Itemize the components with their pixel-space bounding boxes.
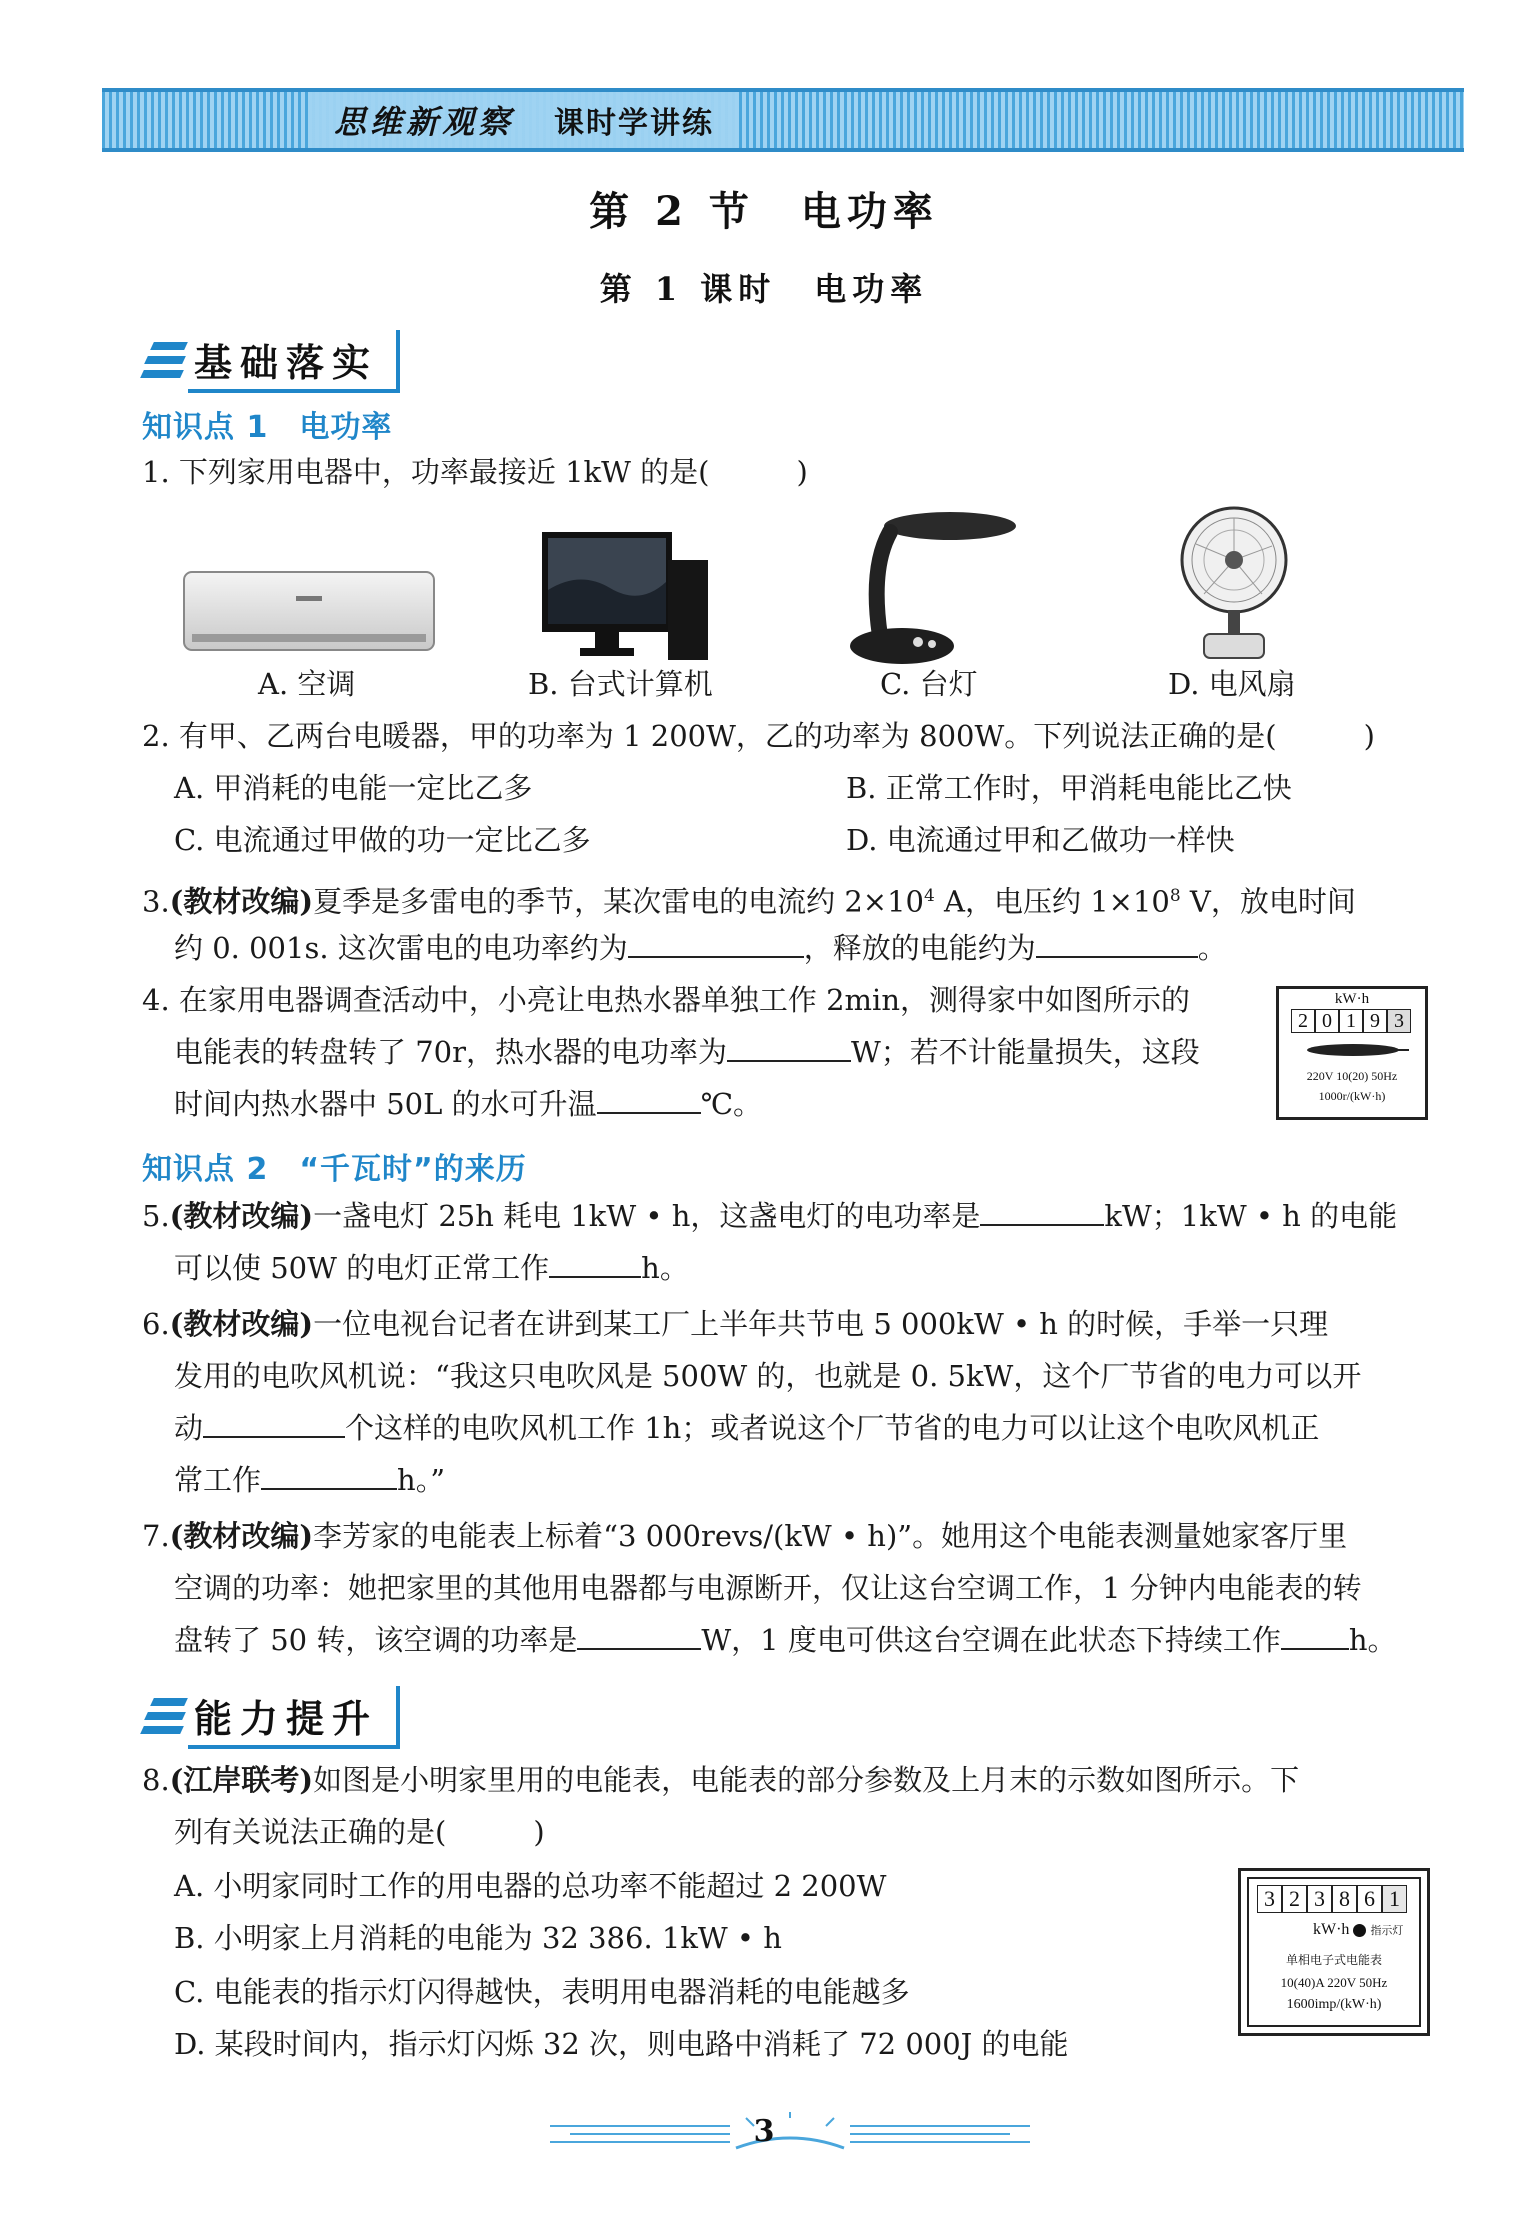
q3-blank-energy[interactable] [1036, 930, 1198, 958]
q8-meter-spec1: 10(40)A 220V 50Hz [1280, 1975, 1388, 1990]
q8-meter-digits: 3 2 3 8 6 1 [1257, 1885, 1407, 1913]
q2-stem: 2. 有甲、乙两台电暖器，甲的功率为 1 200W，乙的功率为 800W。下列说法正确的是( ) [142, 719, 1375, 753]
book-title: 课时学讲练 [554, 106, 715, 141]
q6-line2: 发用的电吹风机说：“我这只电吹风是 500W 的，也就是 0. 5kW，这个厂节省的电力可以开 [174, 1359, 1362, 1393]
indicator-light-icon [1353, 1924, 1366, 1937]
q4-blank-temperature[interactable] [597, 1086, 701, 1114]
q2-option-d: D. 电流通过甲和乙做功一样快 [846, 823, 1235, 857]
q6-line4: 常工作 h。” [174, 1463, 446, 1497]
q4-line1: 4. 在家用电器调查活动中，小亮让电热水器单独工作 2min，测得家中如图所示的 [142, 983, 1191, 1017]
section-heading-text: 能力提升 [188, 1686, 400, 1749]
q4-line3: 时间内热水器中 50L 的水可升温 ℃。 [174, 1087, 763, 1121]
q6-blank-time[interactable] [261, 1462, 397, 1490]
q8-meter-spec2: 1600imp/(kW·h) [1286, 1997, 1382, 2012]
q4-line2: 电能表的转盘转了 70r，热水器的电功率为 W；若不计能量损失，这段 [174, 1035, 1200, 1069]
q6-blank-count[interactable] [203, 1410, 345, 1438]
lesson-title: 第 1 课时 电功率 [599, 270, 929, 308]
q8-energy-meter [1238, 1868, 1430, 2036]
q1-option-d: D. 电风扇 [1168, 667, 1296, 701]
q7-line3: 盘转了 50 转，该空调的功率是 W，1 度电可供这台空调在此状态下持续工作 h。 [174, 1623, 1397, 1657]
desk-lamp-image [840, 508, 1020, 668]
q4-meter-spec2: 1000r/(kW·h) [1318, 1089, 1386, 1103]
desktop-computer-image [540, 530, 710, 666]
q5-blank-time[interactable] [549, 1250, 641, 1278]
q8-option-d: D. 某段时间内，指示灯闪烁 32 次，则电路中消耗了 72 000J 的电能 [174, 2027, 1069, 2061]
q3-source-tag: (教材改编) [169, 884, 314, 919]
knowledge-point-2: 知识点 2 “千瓦时”的来历 [142, 1152, 527, 1187]
q6-line3: 动 个这样的电吹风机工作 1h；或者说这个厂节省的电力可以让这个电吹风机正 [174, 1411, 1320, 1445]
section-heading-basic [142, 330, 400, 392]
q1-stem: 1. 下列家用电器中，功率最接近 1kW 的是( ) [142, 455, 808, 489]
q7-line1: 7.(教材改编)李芳家的电能表上标着“3 000revs/(kW • h)”。她用这个电能表测量她家客厅里 [142, 1519, 1348, 1553]
q5-line2: 可以使 50W 的电灯正常工作 h。 [174, 1251, 689, 1285]
q4-energy-meter [1276, 986, 1428, 1120]
q8-option-c: C. 电能表的指示灯闪得越快，表明用电器消耗的电能越多 [174, 1975, 910, 2009]
section-bars-icon [142, 336, 188, 386]
q1-option-c: C. 台灯 [880, 667, 978, 701]
q4-meter-digits: 2 0 1 9 3 [1291, 1009, 1411, 1033]
q1-option-a: A. 空调 [258, 667, 356, 701]
page-number: 3 [753, 2114, 775, 2149]
q5-line1: 5.(教材改编)一盏电灯 25h 耗电 1kW • h，这盏电灯的电功率是 kW；1kW • h 的电能 [142, 1199, 1398, 1233]
section-heading-text: 基础落实 [188, 330, 400, 393]
q1-option-b: B. 台式计算机 [528, 667, 713, 701]
q2-option-b: B. 正常工作时，甲消耗电能比乙快 [846, 771, 1292, 805]
q6-line1: 6.(教材改编)一位电视台记者在讲到某工厂上半年共节电 5 000kW • h 的时候，手举一只理 [142, 1307, 1329, 1341]
q2-option-c: C. 电流通过甲做的功一定比乙多 [174, 823, 591, 857]
section-title: 第 2 节 电功率 [589, 188, 939, 235]
section-bars-icon [142, 1692, 188, 1742]
q2-option-a: A. 甲消耗的电能一定比乙多 [174, 771, 533, 805]
q8-line2: 列有关说法正确的是( ) [174, 1815, 545, 1849]
q8-meter-unit-row: kW·h 指示灯 [1313, 1921, 1404, 1938]
q8-line1: 8.(江岸联考)如图是小明家里用的电能表，电能表的部分参数及上月末的示数如图所示。下 [142, 1763, 1300, 1797]
q4-blank-power[interactable] [727, 1034, 851, 1062]
section-heading-advanced [142, 1686, 400, 1748]
air-conditioner-image [182, 560, 438, 660]
q4-meter-unit: kW·h [1334, 991, 1370, 1007]
header-banner [102, 88, 1464, 152]
q8-meter-type: 单相电子式电能表 [1285, 1953, 1382, 1967]
footer-ornament [540, 2112, 1040, 2156]
q7-blank-time[interactable] [1281, 1622, 1349, 1650]
q8-option-a: A. 小明家同时工作的用电器的总功率不能超过 2 200W [174, 1869, 887, 1903]
electric-fan-image [1176, 506, 1292, 664]
knowledge-point-1: 知识点 1 电功率 [142, 410, 393, 445]
q5-blank-power[interactable] [980, 1198, 1104, 1226]
q8-option-b: B. 小明家上月消耗的电能为 32 386. 1kW • h [174, 1921, 782, 1955]
q3-line1: 3.(教材改编)夏季是多雷电的季节，某次雷电的电流约 $2\times 10^4$ A，电压约 $1\times 10^8$ V，放电时间 [142, 884, 1356, 919]
header-band [310, 92, 738, 148]
q7-blank-power[interactable] [577, 1622, 701, 1650]
q4-meter-spec1: 220V 10(20) 50Hz [1306, 1069, 1398, 1083]
q3-blank-power[interactable] [628, 930, 804, 958]
q7-line2: 空调的功率：她把家里的其他用电器都与电源断开，仅让这台空调工作，1 分钟内电能表的转 [174, 1571, 1362, 1605]
series-title: 思维新观察 [334, 103, 515, 141]
q4-meter-disc-icon [1297, 1041, 1409, 1059]
q3-line2: 约 0. 001s. 这次雷电的电功率约为 ，释放的电能约为 。 [174, 931, 1227, 965]
